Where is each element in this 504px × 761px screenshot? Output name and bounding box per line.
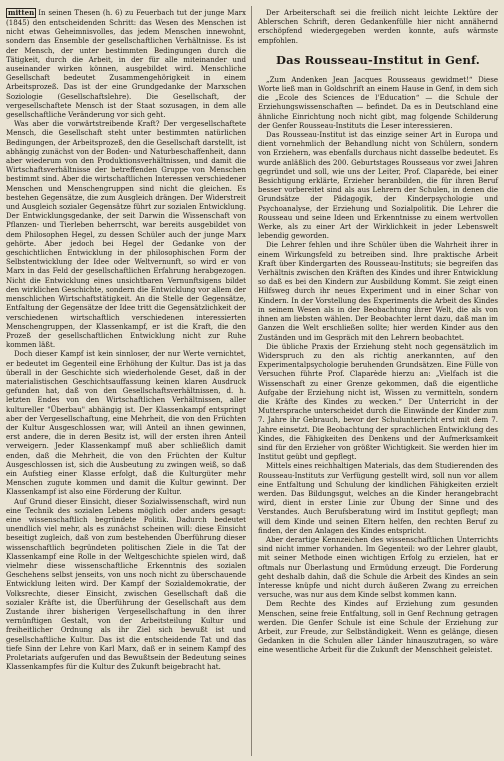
right-paragraph-6: Aber derartige Kennzeichen des wissenschaftlichen Unterrichts sind nicht immer vorhanden. Im Gegenteil: wo der Lehrer glaubt, mit seiner Methode einen wichtigen Erfolg zu erzielen, hat er oftmals nur Überlastung und Ermüdung erzeugt. Die Forderung geht deshalb dahin, daß die Schule die Arbeit des Kindes an sein Interesse knüpfe und nicht durch äußeren Zwang zu erreichen versuche, was nur aus dem Kinde selbst kommen kann.	[258, 534, 498, 600]
left-paragraph-4: Auf Grund dieser Einsicht, dieser Sozialwissenschaft, wird nun eine Technik des sozialen Lebens möglich oder anders gesagt: eine wissenschaftlich begründete Politik. Dadurch bedeutet unendlich viel mehr, als es zunächst scheinen will: diese Einsicht beseitigt zugleich, daß von zum bestehenden Überführung dieser wissenschaftlich begründeten politischen Ziele in die Tat der Klassenkampf eine Rolle in der Weltgeschichte spielen wird, daß vielmehr diese wissenschaftliche Erkenntnis des sozialen Geschehens selbst jenseits, von uns noch nicht zu überschauende Entwicklung leiten wird. Der Kampf der Sozialdemokratie, der Volksrechte, dieser Einsicht, zwischen Gesellschaft daß die sozialer Kräfte ist, die Überführung der Gesellschaft aus dem Zustande ihrer bisherigen Vergesellschaftung in den ihrer vernünftigen Gestalt, von der Arbeitsteilung Kultur und freiheitlicher Ordnung als ihr Ziel sich bewußt ist und gesellschaftliche Kultur. Das ist die entscheidende Tat und das tiefe Sinn der Lehre von Karl Marx, daß er in seinem Kampf des Proletariats aufgerufen und das Bewußtsein der Bedeutung seines Klassenkampfes für die Kultur des Zukunft beigebracht hat.	[6, 496, 246, 672]
left-column	[6, 8, 246, 671]
lead-tag: mitten	[8, 8, 35, 17]
right-paragraph-2: Das Rousseau-Institut ist das einzige seiner Art in Europa und dient vornehmlich der Behandlung nicht von Schülern, sondern von Erziehern, was ebenfalls durchaus nicht dasselbe bedeutet. Es wurde anläßlich des 200. Geburtstages Rousseaus vor zwei Jahren gegründet und soll, wie uns der Leiter, Prof. Claparède, bei einer Besichtigung erklärte, Erzieher heranbilden, die für ihren Beruf besser vorbereitet sind als aus Lehrern der Schulen, in denen die Grundsätze der Pädagogik, der Kinderpsychologie und Psychoanalyse, der Erziehung und Sozialpolitik. Die Lehrer die Rousseau und seine Ideen und Erkenntnisse zu einem wertvollen Werke, als zu einer Art der Wirklichkeit in jeder Lebenswelt lebendig geworden.	[258, 130, 498, 241]
right-paragraph-5: Mittels eines reichhaltigen Materials, das dem Studierenden des Rousseau-Instituts zur Verfügung gestellt wird, soll nun vor allem eine Entfaltung und Schulung der kindlichen Fähigkeiten erzielt werden. Das Bildungsgut, welches an die Kinder herangebracht wird, dient in erster Linie zur Übung der Sinne und des Verstandes. Auch Berufsberatung wird im Institut gepflegt; man will dem Kinde und seinen Eltern helfen, den rechten Beruf zu finden, der den Anlagen des Kindes entspricht.	[258, 461, 498, 535]
right-paragraph-3: Die Lehrer fehlen und ihre Schüler üben die Wahrheit ihrer in einem Wirkungsfeld zu betreiben sind. Ihre praktische Arbeit Kraft über Kindergarten des Rousseau-Instituts; sie begreifen das Verhältnis zwischen den Kräften des Kindes und ihrer Entwicklung so daß es bei den Kindern zur Ausbildung Kommt. Sie zeigt einen Hilfsweg durch ihr neues Experiment und in einer Schar von Kindern. In der Vorstellung des Experiments die Arbeit des Kindes in seinem Wesen als in der Beobachtung ihrer Welt, die als von ihnen am liebsten wählen. Der Beobachter lernt dazu, daß man im Ganzen die Welt erschließen sollte; hier werden Kinder aus den Zuständen und im Gespräch mit den Lehrern beobachtet.	[258, 240, 498, 342]
right-paragraph-1: „Zum Andenken Jean Jacques Rousseaus gewidmet!“ Diese Worte ließ man in Goldschrift an einem Hause in Genf, in dem sich die „Ecole des Sciences de l'Education“ — die Schule der Erziehungswissenschaften — befindet. Da es in Deutschland eine ähnliche Einrichtung noch nicht gibt, mag folgende Schilderung der Genfer Rousseau-Instituts die Leser interessieren.	[258, 74, 498, 130]
left-paragraph-1: mitten In seinen Thesen (h. 6) zu Feuerbach tut der junge Marx (1845) den entscheidenden Schritt: das Wesen des Menschen ist nicht etwas Geheimnisvolles, das jedem Menschen innewohnt, sondern das Ensemble der gesellschaftlichen Verhältnisse. Es ist der Mensch, der unter bestimmten Bedingungen durch die Tätigkeit, durch die Arbeit, in der für alle miteinander und auseinander wirken können, ausgebildet wird. Menschliche Gesellschaft bedeutet Zusammengehörigkeit in einem Arbeitsprozeß. Das ist der eine Grundgedanke der Marxschen Soziologie (Gesellschaftslehre). Die Gesellschaft, der vergesellschaftete Mensch ist der Staat sozusagen, in dem alle gesellschaftliche Veränderung vor sich geht.	[6, 8, 246, 120]
right-column	[258, 8, 498, 655]
heading-divider	[365, 69, 391, 70]
right-paragraph-7: Dem Rechte des Kindes auf Erziehung zum gesunden Menschen, seine freie Entfaltung, soll in Genf Rechnung getragen werden. Die Genfer Schule ist eine Schule der Erziehung zur Arbeit, zur Freude, zur Selbständigkeit. Wenn es gelänge, diesen Gedanken in die Schulen aller Länder hinauszutragen, so wäre eine wesentliche Arbeit für die Zukunft der Menschheit geleistet.	[258, 599, 498, 655]
column-divider	[251, 6, 252, 756]
article-heading: Das Rousseau-Institut in Genf.	[276, 52, 480, 67]
intro-paragraph: Der Arbeiterschaft sei die freilich nicht leichte Lektüre der Ablerschen Schrift, deren Gedankenfülle hier nicht annähernd erschöpfend wiedergegeben werden konnte, aufs wärmste empfohlen.	[258, 8, 498, 45]
right-paragraph-4: Die übliche Praxis der Erziehung steht noch gegensätzlich im Widerspruch zu den als richtig anerkannten, auf den Experimentalpsychologie beruhenden Grundsätzen. Eine Fülle von Versuchen führte Prof. Claparède hierzu an: „Vielfach ist die Wissenschaft zu einer Grenze gekommen, daß die eigentliche Aufgabe der Erziehung nicht ist, Wissen zu vermitteln, sondern die Kräfte des Kindes zu wecken.“ Der Unterricht in der Muttersprache unterscheidet durch die Einwände der Kinder zum 7. Jahre ihr Gebrauch, bevor der Schulunterricht erst mit dem 7. Jahre einsetzt. Die Beobachtung der sprachlichen Entwicklung des Kindes, die Fähigkeiten des Denkens und der Aufmerksamkeit sind für den Erzieher von größter Wichtigkeit. Sie werden hier im Institut geübt und gepflegt.	[258, 341, 498, 462]
left-paragraph-3: Doch dieser Kampf ist kein sinnloser, der nur Werte vernichtet, er bedeutet im Gegenteil eine Erhöhung der Kultur. Das ist ja das überall in der Geschichte sich wiederholende Geset, daß in der materialistischen Geschichtsauffassung keinen klaren Ausdruck gefunden hat, daß von den Gesellschaftsverhältnissen, d. h. letzten Endes von den Wirtschaftlichen Verhältnissen, aller kultureller "Überbau" abhängig ist. Der Klassenkampf entspringt aber der Vergesellschaftung, eine Mehrheit, die von den Früchten der Kultur Ausgeschlossen war, will Anteil an ihnen gewinnen, erst andere, die in deren Besitz ist, will der ersten ihren Anteil verweigern. Jeder Klassenkampf muß aber schließlich damit enden, daß die Mehrheit, die von den Früchten der Kultur Ausgeschlossen ist, sich die Ausbeutung zu zwingen weiß, so daß ein Aufstieg einer Klasse erfolgt, daß die Kulturgüter mehr Menschen zugute kommen und damit die Kultur gewinnt. Der Klassenkampf ist also eine Förderung der Kultur.	[6, 349, 246, 497]
left-paragraph-2: Was aber die vorwärtstreibende Kraft? Der vergesellschaftete Mensch, die Gesellschaft steht unter bestimmten natürlichen Bedingungen, der Arbeitsprozeß, den die Gesellschaft darstellt, ist abhängig zunächst von der Boden- und Naturbeschaffenheit, dann aber wiederum von den Produktionsverhältnissen, und damit die Wirtschaftsverhältnisse der betreffenden Gruppe von Menschen bestimmt sind. Aber die wirtschaftlichen Interessen verschiedener Menschen und Menschengruppen sind nicht die gleichen. Es bestehen Gegensätze, die zum Ausgleich drängen. Der Widerstreit und Ausgleich sozialer Gegensätze führt zur sozialen Entwicklung. Der Entwicklungsgedanke, der seit Darwin die Wissenschaft von Pflanzen- und Tierleben beherrscht, war bereits ausgebildet von dem Philosophen Hegel, zu dessen Schüler auch der junge Marx gehörte. Aber jedoch bei Hegel der Gedanke von der geschichtlichen Entwicklung in der philosophischen Form der Selbstentwicklung der Idee oder Weltvernunft, so wird er von Marx in das Feld der gesellschaftlichen Erfahrung herabgezogen. Nicht die Entwicklung eines unsichtbaren Vernunftsigens bildet den wirklichen Geschichte, sondern die Entwicklung vor allem der menschlichen Wirtschaftstätigkeit. An die Stelle der Gegensätze, Entfaltung der Gegensätze der Idee tritt die Gegensätzlichkeit der verschiedenen wirtschaftlich verschiedenen interessierten Menschengruppen, der Klassenkampf, er ist die Kraft, die den Prozeß der gesellschaftlichen Entwicklung nicht zur Ruhe kommen läßt.	[6, 119, 246, 350]
article-body	[258, 75, 498, 655]
